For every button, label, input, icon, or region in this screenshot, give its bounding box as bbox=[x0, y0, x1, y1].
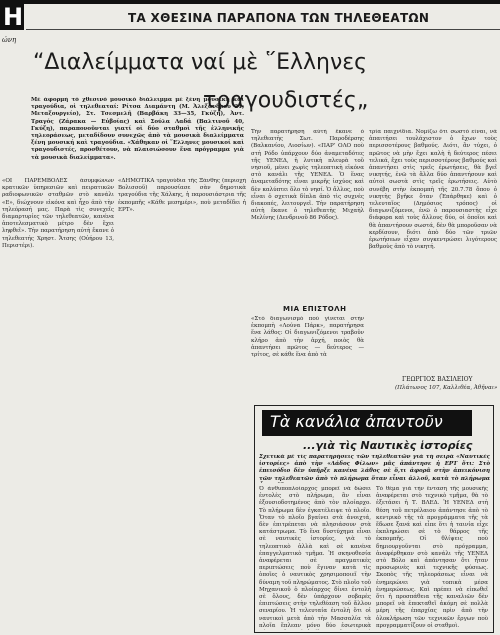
main-col-1: «ΟΙ ΠΑΡΕΜΒΟΛΕΣ ἀσυμφώνων κρατικῶν ὑπηρεσιῶν καὶ πειρατικῶν ραδιοφωνικῶν σταθμῶν στὸ κανάλι «Ε», διώχνουν εἰκόνα καὶ ἦχο ἀπὸ τὴν τηλεόρασή μας. Παρὰ τὶς συνεχεῖς διαμαρτυρίες τῶν τηλεθεατῶν, κανένα ἀποτελεσματικὸ μέτρο δὲν ἔχει ληφθεῖ». Τὴν παρατήρηση αὐτὴ ἔκανε ὁ τηλεθεατής Χρηστ. Ἄτσης (Οὐήρου 13, Περιστέρι). bbox=[2, 178, 114, 249]
main-intro: Μὲ ἀφορμὴ τὸ χθεσινὸ μουσικὸ διάλειμμα μὲ ξένη μουσική καὶ τραγούδια, οἱ τηλεθεαταί: Ρίτσα Διαμάντη (Μ. Ἀλεξάνδρου 21, Μεταξουργείο), Στ. Τσεσμελῆ (Βαρβάκη 33—35, Γκύζη), Ἀντ. Τραγός (Ζάρακα — Εὐβοίας) καὶ Σούλα Λαδά (Βαλτινοῦ 40, Γκύζη), παραπονοῦνται γιατί οἱ δύο σταθμοὶ τῆς ἑλληνικῆς τηλεοράσεως, μεταδίδουν συνεχῶς ἀπὸ τὰ μουσικὰ διαλείμματα ξένη μουσική καὶ τραγούδια. «Χάθηκαν οἱ ῞Ελληνες μουσικοί καὶ τραγουδιστές, προσθέτουν, νὰ πλαισιώσουν ἕνα πρόγραμμα γιὰ τὰ μουσικὰ διαλείμματα». bbox=[31, 97, 244, 161]
page-blank-margin bbox=[0, 318, 250, 635]
signature-address: (Πλάτωνος 107, Καλλιθέα, Ἀθῆναι» bbox=[395, 385, 498, 391]
second-subheadline: ...γιὰ τὶς Ναυτικὲς ἱστορίες bbox=[303, 439, 473, 452]
section-caption: ώνη bbox=[2, 36, 17, 44]
letter-body: «Στὸ διαγωνισμὸ ποὺ γίνεται στὴν ἐκπομπὴ «Λούνα Πάρκ», παρατήρησα ἕνα λάθος: Οἱ διαγωνιζόμενοι τραβοῦν κλήρο ἀπὸ τὴν ἀρχή, ποιὸς θὰ ἀπαντήσει πρῶτος — δεύτερος — τρίτος, σὲ κάθε ἕνα ἀπὸ τὰ bbox=[251, 316, 364, 359]
header-rule bbox=[0, 0, 500, 4]
second-headline: Τὰ κανάλια ἀπαντοῦν bbox=[270, 412, 443, 431]
main-col-4: τρία παιχνίδια. Νομίζω ὅτι σωστὸ εἶναι, νὰ ἀπαιτήσει τουλάχιστον ὁ ἔχων τοὺς περισσοτέρους βαθμούς. Διότι, ἂν τύχει, ὁ πρῶτος νὰ μὴν ἔχει καλὴ ἡ δεύτερος πέσει τελικά, ἔχει τοὺς περισσοτέρους βαθμούς καὶ ἀπαντήσει στὶς τρεῖς ἐρωτήσεις, θὰ βγεῖ νικητής, ἐνῶ τὰ ἄλλα δύο ἀπαντήσουν καὶ αὐτοὶ σωστὰ στὶς τρεῖς ἐρωτήσεις. Αὐτὸ συνέβη στὴν ἐκπομπὴ τῆς 20.7.78 ὅπου ὁ νικητὴς βγῆκε ὅταν (Ἐπάρθηκε) καὶ ὁ τελευταῖος (Δημόσιος τρόπος) οἱ διαγωνιζόμενοι, ἐνῶ ὁ παρουσιαστὴς εἶχε διάφορα καὶ τοὺς ἄλλους δύο, οἱ ὁποῖοι καὶ θὰ ἀπαντήσουν σωστά, δὲν θὰ μποροῦσαν νὰ κερδίσουν, διότι ἀπὸ δύο τῶν τριῶν ἐρωτήσεων εἶχαν συγκεντρώσει λιγότερους βαθμοὺς ἀπὸ τὸ νικητή. bbox=[369, 129, 497, 251]
second-col-right: Τὸ θέμα γιὰ τὴν ἔνταση τῆς μουσικῆς ἀναφέρεται στὸ τεχνικὸ τμῆμα, θὰ τὸ ἐξετάσει ἡ Τ. ΒΛΕΔ. Ἡ ΥΕΝΕΔ στὴ θέση τοῦ πετρέλαιου ἀπάντησε ἀπὸ τὸ κεντρικὸ τῆς τὰ προγράμματα τῆς τὰ ἔδωσε ξανά καὶ εἶπε ὅτι ἡ ταινία εἶχε ἐκπληρώσει σὲ τὸ θάρρος τῆς ἐκπομπῆς. Οἱ θλίψεις ποὺ δημιουργοῦνται στὸ πρόγραμμα, ἀναφέρθηκαν στὸ κανάλι τῆς ΥΕΝΕΔ στὸ Βόλο καὶ ἀπάντησαν ὅτι ἦταν προσωρινὲς καὶ τεχνικῆς φύσεως. Σκοπὸς τῆς τηλεοράσεως εἶναι νὰ ἐνημερώνει γιὰ τοπικὰ μέσα ἐνημερώσεως. Καὶ πρέπει νὰ εἰπωθεῖ ὅτι ἡ προσπάθεια τῆς καναλιῶν δὲν μπορεῖ νὰ ἐπεκταθεῖ ἀκόμη σὲ πολλὰ μέρη τῆς ἐπαρχίας πρὶν ἀπὸ τὴν ὁλοκλήρωση τῶν τεχνικῶν ἔργων ποὺ προγραμματίζουν οἱ σταθμοὶ. bbox=[376, 486, 488, 629]
main-col-2: «ΔΗΜΟΤΙΚΑ τραγούδια τῆς Ξάνθης (περιοχὴ Βολισσοῦ) παρουσίασε σὰν δημοτικὰ τραγούδια τῆς Χάλκης, ἡ παρουσιάστρια τῆς ἐκπομπῆς «Κάθε μεσημέρι», ποὺ μεταδίδει ἡ ΕΡΤ». bbox=[118, 178, 246, 213]
second-intro: Σχετικὰ μὲ τὶς παρατηρήσεις τῶν τηλεθεατῶν γιὰ τὴ σειρὰ «Ναυτικὲς ἱστορίες» ἀπὸ τὴν «Λάδος Φίλων» μᾶς ἀπάντησε ἡ ΕΡΤ ὅτι: Στὸ ἐπεισόδιο δὲν ὑπῆρξε κανένα λάθος σὲ ὅ,τι ἀφορᾶ στὴν ἀπεικόνιση τῶν τηλεθεατῶν ἀπὸ τὸ πλήρωμα ὅταν εἶναι ἀλλοῦ, κατὰ τὸ πλήρωμα bbox=[259, 454, 490, 482]
main-headline-line1: “Διαλείμματα ναί μὲ ῞Ελληνες bbox=[33, 50, 368, 75]
letter-heading: ΜΙΑ ΕΠΙΣΤΟΛΗ bbox=[283, 305, 347, 313]
header-underline bbox=[26, 29, 500, 30]
second-col-left: Ὁ ἀνθυποπλοίαρχος μπορεῖ νὰ δώσει ἐντολὲς στὸ πλήρωμα, ἂν εἶναι ἐξουσιοδοτημένος ἀπὸ τὸν πλοίαρχο. Τὸ πλήρωμα δὲν ἐγκατέλειψε τὸ πλοῖο. Ὅταν τὸ πλοῖο βγαίνει στὰ ἀνοιχτά, δὲν ἐπιτρέπεται νὰ πλησιάσουν στὰ κατάστρωμα. Τὸ ἕνα δυστύχημα εἶναι σὲ ναυτικὲς ἱστορίες, γιὰ τὸ τηλεοπτικὸ ἀλλὰ καὶ σὲ κανένα ἐπαγγελματικὸ τμῆμα. Ἡ σκηνοθεσία ἀναφέρεται σὲ πραγματικὲς περιπτώσεις ποὺ ἔγιναν κατὰ τὶς ὁποῖες ὁ ναυτικὸς χρησιμοποιεῖ τὴν δύναμη τοῦ πληρώματος. Στὸ πλοῖο τοῦ Μηχανικοῦ ὁ πλοίαρχος δίνει ἐντολὴ σὲ ὅλους, δὲν ὑπάρχουν σοβαρὲς ἐπιπτώσεις στὴν τηλεθέαση τοῦ ἄλλου σεναρίου. Ἡ τελευταία ἐντολὴ ὅτι οἱ ναυτικοὶ μετὰ ἀπὸ τὴν Μασσαλία τὰ πλοῖα ἔπλεαν μόνο δύο ἐσωτερικὰ bbox=[259, 486, 371, 629]
signature-name: ΓΕΩΡΓΙΟΣ ΒΑΣΙΛΕΙΟΥ bbox=[402, 376, 473, 383]
main-headline-line2: τραγουδιστές„ bbox=[203, 88, 369, 113]
section-letter: Η bbox=[3, 3, 24, 31]
page-header-title: ΤΑ ΧΘΕΣΙΝΑ ΠΑΡΑΠΟΝΑ ΤΩΝ ΤΗΛΕΘΕΑΤΩΝ bbox=[128, 11, 430, 25]
main-col-3: Τὴν παρατήρηση αὐτὴ ἔκανε ὁ τηλεθεατὴς Σωτ. Παροδέρσης (Βαλκανίου, Λιοσίων). «ΠΑΡ’ ΟΛΟ ποὺ στὴ Ρόδο ὑπάρχουν δύο ἀναμεταδότες τῆς ΥΕΝΕΔ, ἡ λυτικὴ πλευρὰ τοῦ νησιοῦ, μένει χωρὶς τηλεοπτικὴ εἰκόνα στὸ κανάλι τῆς ΥΕΝΕΔ. Ὁ ἕνας ἀναμεταδότης εἶναι μικρῆς ἰσχύος καὶ δὲν καλύπτει ὅλο τὸ νησί. Ὁ ἄλλος, ποὺ εἶναι ὁ σχετικὰ δίπλα ἀπὸ τὶς συχνὲς διακοπές, λειτουργεῖ. Τὴν παρατήρηση αὐτὴ ἔκανε ὁ τηλεθεατὴς Μιχαὴλ Μελίνης (Δενδρινοῦ 86 Ρόδος). bbox=[251, 129, 364, 222]
